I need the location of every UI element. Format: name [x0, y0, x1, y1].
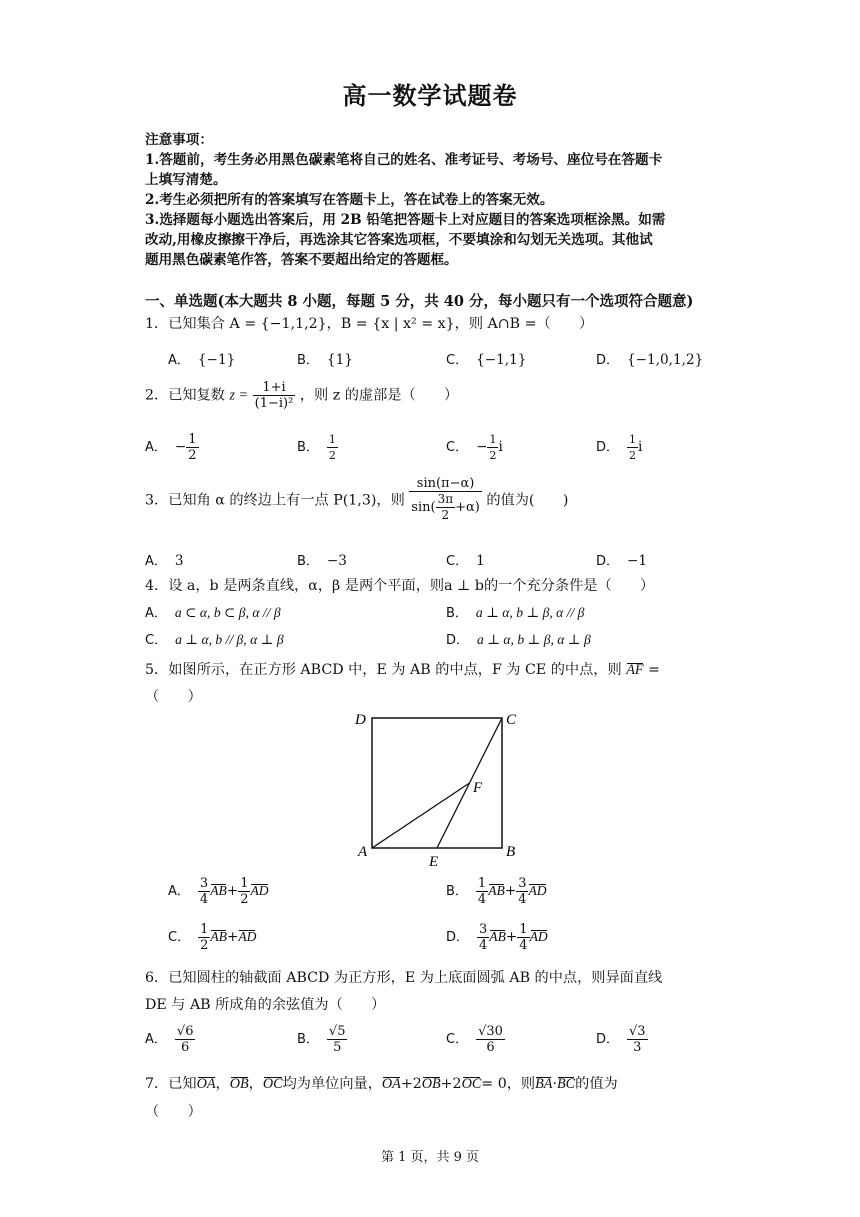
q4-option-b: B． a ⊥ α, b ⊥ β, α // β	[446, 605, 585, 621]
question-7-blank: （ ）	[145, 1104, 202, 1120]
q5-option-a: A． $\frac{3}{4}$ AB+ $\frac{1}{2}$ AD	[168, 876, 269, 907]
question-6-stem: 6．已知圆柱的轴截面 ABCD 为正方形，E 为上底面圆弧 AB 的中点，则异面直线	[145, 970, 663, 986]
label-a: A	[358, 844, 368, 860]
q6-option-d: D． $\frac{√3}{3}$	[596, 1024, 646, 1055]
q4-option-c: C． a ⊥ α, b // β, α ⊥ β	[145, 632, 284, 648]
question-1-stem: 1．已知集合 A = {−1,1,2}，B = {x | x² = x}，则 A∩B =（ ）	[145, 316, 594, 332]
q6-option-b: B． $\frac{√5}{5}$	[297, 1024, 346, 1055]
page-footer: 第 1 页，共 9 页	[380, 1150, 480, 1165]
q1-option-b: B． {1}	[297, 352, 353, 368]
q1-option-a: A． {−1}	[168, 352, 236, 368]
question-5-stem: 5．如图所示，在正方形 ABCD 中，E 为 AB 的中点，F 为 CE 的中点，则 AF =	[145, 662, 660, 678]
label-d: D	[355, 712, 366, 728]
question-7-stem: 7．已知OA，OB，OC均为单位向量，OA+2OB+2OC= 0，则BA·BC的值为	[145, 1076, 618, 1092]
q3-option-a: A． 3	[145, 553, 184, 569]
label-b: B	[506, 844, 516, 860]
question-4-stem: 4．设 a，b 是两条直线，α，β 是两个平面，则a ⊥ b的一个充分条件是（ ）	[145, 578, 655, 594]
q3-option-c: C． 1	[446, 553, 485, 569]
notice-line: 题用黑色碳素笔作答，答案不要超出给定的答题框。	[145, 252, 458, 268]
label-e: E	[429, 854, 439, 870]
question-3-stem: 3．已知角 α 的终边上有一点 P(1,3)，则 sin(π−α) sin( $\frac{3\pi}{2}$ +α) 的值为( )	[145, 476, 569, 522]
question-6-stem-cont: DE 与 AB 所成角的余弦值为（ ）	[145, 997, 386, 1013]
question-2-stem: 2．已知复数 z = $\frac{1+i}{\text{(1−i)²}}$ ，则 z 的虚部是（ ）	[145, 380, 459, 411]
label-f: F	[473, 780, 483, 796]
q1-option-c: C． {−1,1}	[446, 352, 527, 368]
notice-line: 3.选择题每小题选出答案后，用 2B 铅笔把答题卡上对应题目的答案选项框涂黑。如需	[145, 212, 666, 228]
q2-option-c: C． − $\frac{1}{2}$ i	[446, 433, 503, 462]
square-figure	[352, 706, 532, 870]
q4-option-a: A． a ⊂ α, b ⊂ β, α // β	[145, 605, 281, 621]
notice-line: 改动,用橡皮擦擦干净后，再选涂其它答案选项框，不要填涂和勾划无关选项。其他试	[145, 232, 653, 248]
q2-option-b: B． $\frac{1}{2}$	[297, 433, 336, 462]
q3-option-b: B． −3	[297, 553, 347, 569]
question-5-blank: （ ）	[145, 689, 202, 705]
q6-option-a: A． $\frac{√6}{6}$	[145, 1024, 194, 1055]
label-c: C	[506, 712, 517, 728]
q4-option-d: D． a ⊥ α, b ⊥ β, α ⊥ β	[446, 632, 591, 648]
q5-option-c: C． $\frac{1}{2}$ AB+AD	[168, 922, 257, 953]
notice-line: 2.考生必须把所有的答案填写在答题卡上，答在试卷上的答案无效。	[145, 192, 554, 208]
notice-heading: 注意事项：	[145, 132, 213, 148]
section-heading: 一、单选题(本大题共 8 小题，每题 5 分，共 40 分，每小题只有一个选项符合题意)	[145, 293, 694, 310]
page-title: 高一数学试题卷	[342, 81, 518, 110]
notice-line: 1.答题前，考生务必用黑色碳素笔将自己的姓名、准考证号、考场号、座位号在答题卡	[145, 152, 663, 168]
q2-option-a: A． − $\frac{1}{2}$	[145, 432, 197, 463]
q3-option-d: D． −1	[596, 553, 648, 569]
q1-option-d: D． {−1,0,1,2}	[596, 352, 704, 368]
q5-option-d: D． $\frac{3}{4}$ AB+ $\frac{1}{4}$ AD	[446, 922, 548, 953]
notice-line: 上填写清楚。	[145, 172, 227, 188]
q2-option-d: D． $\frac{1}{2}$ i	[596, 433, 643, 462]
q6-option-c: C． $\frac{√30}{6}$	[446, 1024, 503, 1055]
q5-option-b: B． $\frac{1}{4}$ AB+ $\frac{3}{4}$ AD	[446, 876, 547, 907]
